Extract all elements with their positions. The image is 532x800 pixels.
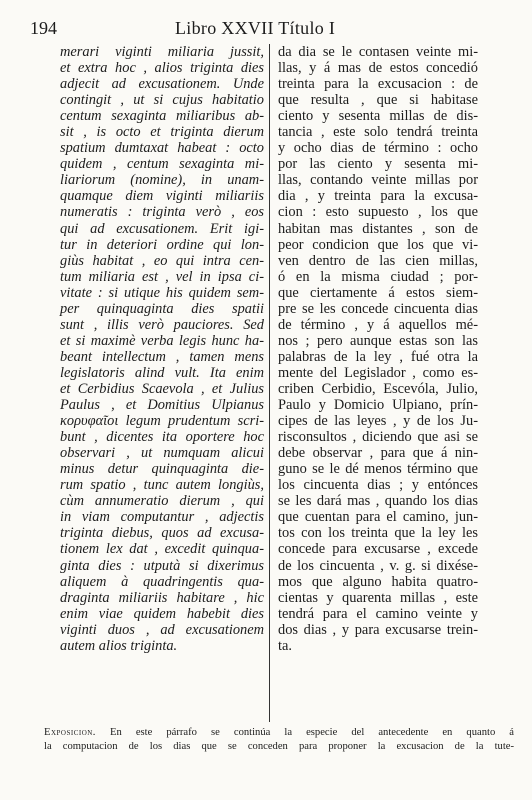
text-line: por las ciento y sesenta mi- (278, 156, 478, 173)
text-line: llas, y á mas de estos concedió (278, 60, 478, 77)
text-line: tionem lex dat , excedit quinqua- (60, 541, 264, 558)
text-line: guno se le dé menos término que (278, 461, 478, 478)
text-line: y ocho dias de término : ocho (278, 140, 478, 157)
text-line: et Cerbidius Scaevola , et Julius (60, 380, 264, 397)
page-header (30, 18, 506, 42)
text-line: debe observar , para que á nin- (278, 445, 478, 462)
text-line: spatium dumtaxat habeat : octo (60, 140, 264, 157)
footnote-label: Exposicion. (44, 727, 96, 738)
text-line: tur in deteriori ordine qui lon- (60, 236, 264, 253)
text-line: draginta miliariis habitare , hic (60, 589, 264, 606)
text-line: ven dentro de las cien millas, (278, 252, 478, 269)
column-divider (269, 44, 270, 722)
text-line: in viam computantur , adjectis (60, 509, 264, 526)
footnote (44, 726, 514, 754)
text-line: aliquem à quadringentis qua- (60, 573, 264, 590)
text-line: dos dias , y para excusarse trein- (278, 621, 478, 638)
text-line: triginta diebus, quos ad excusa- (60, 525, 264, 542)
text-line: de los cincuenta , v. g. si dixése- (278, 557, 478, 574)
text-line: palabras de la ley , fué otra la (278, 348, 478, 365)
text-line: treinta para la excusacion : de (278, 76, 478, 93)
text-line: quamque diem viginti miliariis (60, 188, 264, 205)
text-line: et extra hoc , alios triginta dies (60, 60, 264, 77)
text-line: Paulus , et Domitius Ulpianus (60, 397, 264, 414)
text-line: peor condicion que los que vi- (278, 236, 478, 253)
text-line: dia , y treinta para la excusa- (278, 188, 478, 205)
text-line: adjecit ad excusationem. Unde (60, 76, 264, 93)
text-line: ó en la misma ciudad ; por- (278, 268, 478, 285)
footnote-text: En este párrafo se continúa la especie del antecedente en quanto á (110, 727, 514, 738)
text-line: cientas y quarenta millas , este (278, 589, 478, 606)
text-line: tos con los treinta que la ley les (278, 525, 478, 542)
text-line: observari , ut numquam alicui (60, 445, 264, 462)
text-line: cipes de las leyes , y de los Ju- (278, 413, 478, 430)
text-line: per quinquaginta dies spatii (60, 300, 264, 317)
text-line: centum sexaginta miliaribus ab- (60, 108, 264, 125)
text-line: sunt , illis verò pauciores. Sed (60, 316, 264, 333)
text-line: sit , is octo et triginta dierum (60, 124, 264, 141)
text-line: ginta dies : utputà si dixerimus (60, 557, 264, 574)
text-line: cùm annumeratio dierum , qui (60, 493, 264, 510)
text-line: mos que alguno habita quatro- (278, 573, 478, 590)
text-line: tancia , este solo tendrá treinta (278, 124, 478, 141)
page-number: 194 (30, 18, 57, 38)
text-line: que resulta , que si habitase (278, 92, 478, 109)
footnote-line (44, 726, 514, 740)
text-line: pre se les concede cincuenta dias (278, 300, 478, 317)
text-line: que cuentan para el camino, jun- (278, 509, 478, 526)
text-line: da dia se le contasen veinte mi- (278, 44, 478, 60)
text-line: llas, contando veinte millas por (278, 172, 478, 189)
text-line: de término , y á aquellos mé- (278, 316, 478, 333)
latin-column (60, 44, 264, 722)
spanish-column (278, 44, 478, 722)
text-line: ta. (278, 637, 292, 654)
text-line: ciento y sesenta millas de dis- (278, 108, 478, 125)
text-line: legislatoris alind vult. Ita enim (60, 364, 264, 381)
text-line: tendrá para el camino veinte y (278, 605, 478, 622)
running-title: Libro XXVII Título I (175, 18, 336, 38)
text-line: κορυφαῖοι legum prudentum scri- (60, 413, 264, 430)
text-line: enim viae quidem habebit dies (60, 605, 264, 622)
text-line: se les dará mas , quando los dias (278, 493, 478, 510)
text-line: criben Cerbidio, Escevóla, Julio, (278, 380, 478, 397)
text-line: habitan mas distantes , son de (278, 220, 478, 237)
text-line: quidem , centum sexaginta mi- (60, 156, 264, 173)
text-line: risconsultos , diciendo que asi se (278, 429, 478, 446)
text-line: beant intellectum , tamen mens (60, 348, 264, 365)
text-line: cion : esto supuesto , los que (278, 204, 478, 221)
text-line: que ciertamente á estos siem- (278, 284, 478, 301)
text-line: numeratis : triginta verò , eos (60, 204, 264, 221)
text-line: bunt , dicentes ita oportere hoc (60, 429, 264, 446)
text-line: contingit , ut si cujus habitatio (60, 92, 264, 109)
text-line: qui ad excusationem. Erit igi- (60, 220, 264, 237)
text-line: nos ; pero aunque estas son las (278, 332, 478, 349)
text-line: et si maximè verba legis hunc ha- (60, 332, 264, 349)
text-line: los cincuenta dias ; y entónces (278, 477, 478, 494)
text-line: concede para excusarse , excede (278, 541, 478, 558)
text-line: mente del Legislador , como es- (278, 364, 478, 381)
text-line: merari viginti miliaria jussit, (60, 44, 264, 60)
text-line: minus detur quinquaginta die- (60, 461, 264, 478)
text-line: Paulo y Domicio Ulpiano, prín- (278, 397, 478, 414)
footnote-line: la computacion de los dias que se conceden para proponer la excusacion de la tute- (44, 741, 514, 752)
text-line: giùs habitat , eo qui intra cen- (60, 252, 264, 269)
text-line: liariorum (nomine), in unam- (60, 172, 264, 189)
text-line: vitate : si utique his quidem sem- (60, 284, 264, 301)
text-line: rum spatio , tunc autem longiùs, (60, 477, 264, 494)
text-line: tum miliaria est , vel in ipsa ci- (60, 268, 264, 285)
text-line: autem alios triginta. (60, 637, 178, 654)
text-line: viginti duos , ad excusationem (60, 621, 264, 638)
